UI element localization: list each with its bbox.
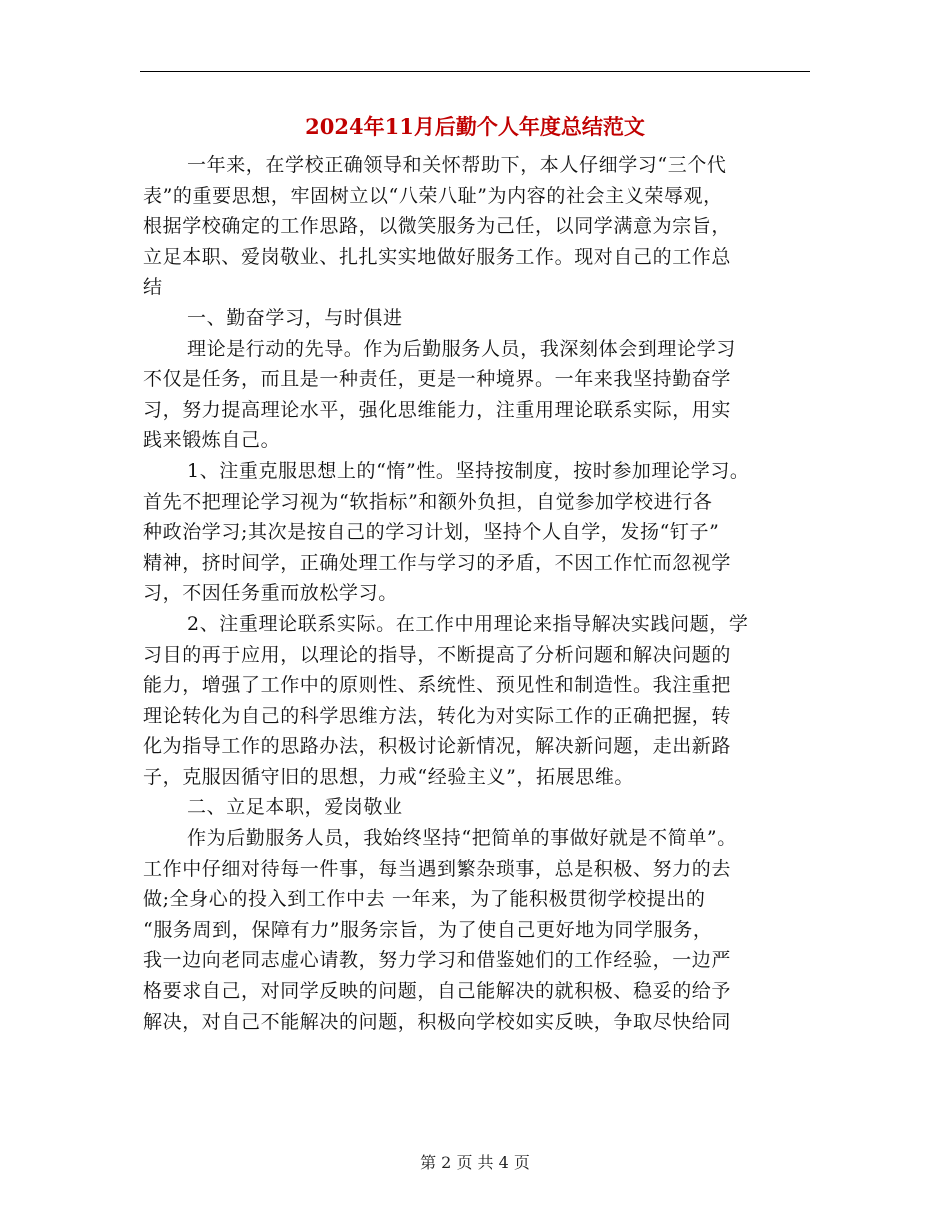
text-line: 化为指导工作的思路办法，积极讨论新情况，解决新问题，走出新路 (143, 735, 732, 758)
header-rule (140, 71, 810, 72)
text-line: 习目的再于应用，以理论的指导，不断提高了分析问题和解决问题的 (143, 643, 732, 666)
text-line: 工作中仔细对待每一件事，每当遇到繁杂琐事，总是积极、努力的去 (143, 857, 732, 880)
text-line: 不仅是任务，而且是一种责任，更是一种境界。一年来我坚持勤奋学 (143, 368, 732, 391)
text-line: 2、注重理论联系实际。在工作中用理论来指导解决实践问题，学 (187, 612, 749, 635)
text-line: 结 (143, 276, 163, 299)
text-line: 解决，对自己不能解决的问题，积极向学校如实反映，争取尽快给同 (143, 1010, 732, 1033)
document-title: 2024年11月后勤个人年度总结范文 (305, 114, 645, 139)
text-line: 理论转化为自己的科学思维方法，转化为对实际工作的正确把握，转 (143, 704, 732, 727)
text-line: 能力，增强了工作中的原则性、系统性、预见性和制造性。我注重把 (143, 674, 732, 697)
text-line: 我一边向老同志虚心请教，努力学习和借鉴她们的工作经验，一边严 (143, 949, 732, 972)
text-line: 践来锻炼自己。 (143, 429, 281, 452)
text-line: 子，克服因循守旧的思想，力戒“经验主义”，拓展思维。 (143, 765, 635, 788)
text-line: 立足本职、爱岗敬业、扎扎实实地做好服务工作。现对自己的工作总 (143, 245, 732, 268)
page-number-footer: 第 2 页 共 4 页 (420, 1153, 530, 1172)
text-line: 做;全身心的投入到工作中去 一年来，为了能积极贯彻学校提出的 (143, 888, 706, 911)
text-line: 一年来，在学校正确领导和关怀帮助下，本人仔细学习“三个代 (187, 154, 727, 176)
text-line: “服务周到，保障有力”服务宗旨，为了使自己更好地为同学服务， (143, 918, 713, 941)
document-body (143, 150, 818, 1037)
text-line: 首先不把理论学习视为“软指标”和额外负担，自觉参加学校进行各 (143, 490, 713, 513)
text-line: 习，努力提高理论水平，强化思维能力，注重用理论联系实际，用实 (143, 398, 732, 421)
text-line: 习，不因任务重而放松学习。 (143, 582, 398, 605)
text-line: 表”的重要思想，牢固树立以“八荣八耻”为内容的社会主义荣辱观， (143, 184, 723, 207)
text-line: 根据学校确定的工作思路，以微笑服务为己任，以同学满意为宗旨， (143, 215, 732, 238)
text-line: 作为后勤服务人员，我始终坚持“把简单的事做好就是不简单”。 (187, 827, 737, 850)
text-line: 精神，挤时间学，正确处理工作与学习的矛盾，不因工作忙而忽视学 (143, 551, 732, 574)
text-line: 种政治学习;其次是按自己的学习计划，坚持个人自学，发扬“钉子” (143, 521, 720, 544)
text-line: 格要求自己，对同学反映的问题，自己能解决的就积极、稳妥的给予 (143, 980, 732, 1003)
text-line: 理论是行动的先导。作为后勤服务人员，我深刻体会到理论学习 (187, 337, 736, 360)
text-line: 二、立足本职，爱岗敬业 (187, 796, 403, 819)
text-line: 1、注重克服思想上的“惰”性。坚持按制度，按时参加理论学习。 (187, 459, 750, 482)
text-line: 一、勤奋学习，与时俱进 (187, 306, 403, 329)
